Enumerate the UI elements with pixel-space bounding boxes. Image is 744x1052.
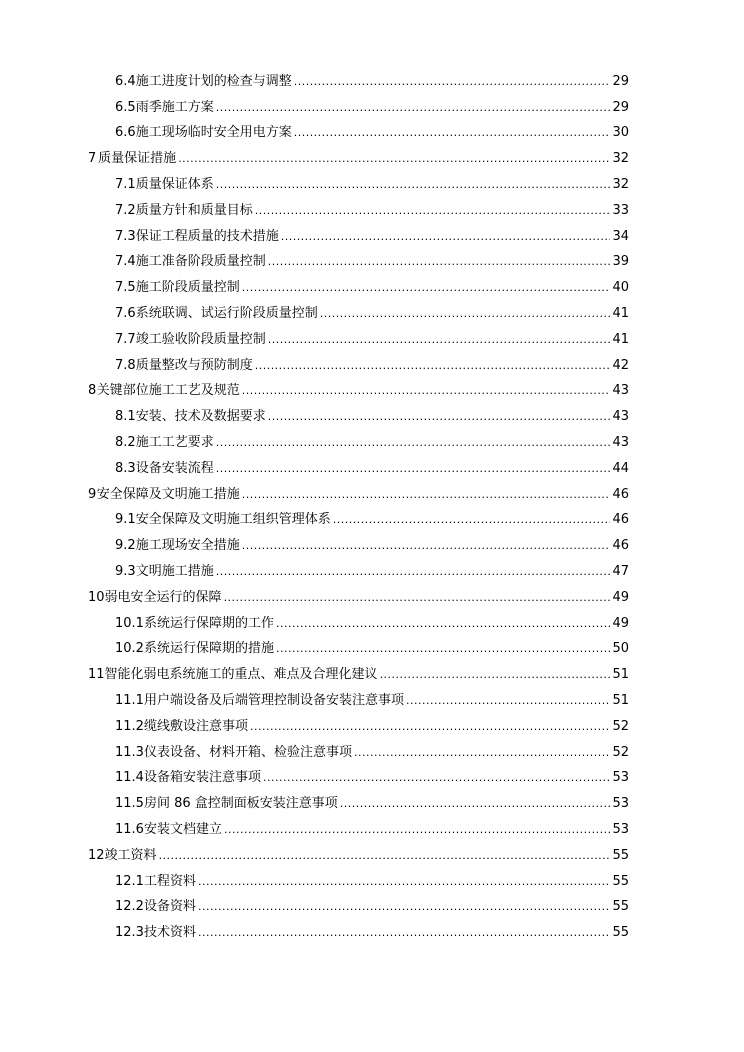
toc-entry-number: 7.4 (115, 254, 136, 270)
toc-entry-number: 11.2 (115, 718, 144, 734)
toc-entry-number: 12.3 (115, 925, 144, 941)
toc-entry[interactable] (0, 430, 744, 456)
toc-entry-title: 施工工艺要求 (135, 434, 214, 450)
toc-entry-page: 41 (612, 305, 629, 321)
toc-entry-title: 系统运行保障期的工作 (143, 615, 274, 631)
toc-entry-number: 6.5 (115, 99, 136, 115)
toc-entry-number: 7.8 (115, 357, 136, 373)
toc-entry-title: 文明施工措施 (135, 563, 214, 579)
toc-entry[interactable] (0, 508, 744, 534)
toc-entry-page: 43 (612, 409, 629, 425)
toc-chapter-title: 竣工资料 (104, 847, 157, 863)
toc-dot-leader (178, 152, 610, 166)
toc-entry-page: 53 (612, 770, 629, 786)
toc-entry[interactable] (0, 869, 744, 895)
toc-entry[interactable] (0, 224, 744, 250)
toc-entry-page: 55 (612, 925, 629, 941)
toc-entry-page: 29 (612, 99, 629, 115)
toc-dot-leader (242, 281, 610, 295)
toc-dot-leader (294, 75, 610, 89)
toc-entry-number: 7.1 (115, 176, 136, 192)
toc-dot-leader (320, 307, 610, 321)
toc-dot-leader (276, 617, 610, 631)
toc-chapter[interactable] (0, 146, 744, 172)
toc-entry-number: 6.6 (115, 125, 136, 141)
toc-dot-leader (216, 101, 610, 115)
toc-chapter-number: 9 (88, 486, 97, 502)
toc-entry-page: 51 (612, 692, 629, 708)
toc-chapter[interactable] (0, 379, 744, 405)
toc-entry[interactable] (0, 740, 744, 766)
toc-chapter-title: 关键部位施工工艺及规范 (96, 383, 240, 399)
toc-entry-title: 质量保证体系 (135, 176, 214, 192)
toc-entry-page: 44 (612, 460, 629, 476)
toc-entry-page: 33 (612, 202, 629, 218)
toc-entry-number: 11.3 (115, 744, 144, 760)
toc-entry-number: 12.2 (115, 899, 144, 915)
toc-dot-leader (198, 926, 610, 940)
toc-chapter-page: 51 (612, 667, 629, 683)
toc-dot-leader (216, 565, 610, 579)
toc-entry[interactable] (0, 250, 744, 276)
toc-entry-number: 7.3 (115, 228, 136, 244)
toc-entry[interactable] (0, 611, 744, 637)
toc-entry-title: 施工准备阶段质量控制 (135, 254, 266, 270)
toc-entry-page: 46 (612, 538, 629, 554)
toc-entry-title: 质量方针和质量目标 (135, 202, 253, 218)
toc-entry-title: 安装、技术及数据要求 (135, 409, 266, 425)
toc-dot-leader (268, 410, 610, 424)
toc-entry-title: 设备箱安装注意事项 (143, 770, 261, 786)
toc-entry-number: 7.6 (115, 305, 136, 321)
table-of-contents (0, 69, 744, 946)
toc-entry[interactable] (0, 895, 744, 921)
toc-entry-page: 53 (612, 796, 629, 812)
toc-entry[interactable] (0, 327, 744, 353)
toc-entry-page: 47 (612, 563, 629, 579)
toc-dot-leader (198, 875, 610, 889)
toc-entry-number: 7.7 (115, 331, 136, 347)
toc-chapter[interactable] (0, 662, 744, 688)
toc-entry-page: 52 (612, 718, 629, 734)
toc-entry-number: 8.1 (115, 409, 136, 425)
toc-entry[interactable] (0, 920, 744, 946)
toc-entry-number: 10.2 (115, 641, 144, 657)
toc-entry-number: 11.4 (115, 770, 144, 786)
toc-entry[interactable] (0, 301, 744, 327)
toc-dot-leader (263, 771, 610, 785)
toc-entry-title: 技术资料 (143, 925, 196, 941)
toc-entry[interactable] (0, 766, 744, 792)
toc-entry-title: 设备安装流程 (135, 460, 214, 476)
toc-dot-leader (224, 591, 610, 605)
toc-chapter-title: 弱电安全运行的保障 (104, 589, 222, 605)
toc-entry[interactable] (0, 533, 744, 559)
toc-dot-leader (333, 513, 610, 527)
toc-entry-number: 6.4 (115, 73, 136, 89)
toc-dot-leader (340, 797, 610, 811)
toc-entry-page: 49 (612, 615, 629, 631)
toc-dot-leader (159, 849, 610, 863)
toc-dot-leader (216, 436, 610, 450)
toc-chapter-page: 55 (612, 847, 629, 863)
toc-entry-title: 施工进度计划的检查与调整 (135, 73, 292, 89)
toc-entry-title: 系统运行保障期的措施 (143, 641, 274, 657)
toc-dot-leader (268, 333, 610, 347)
toc-entry-page: 46 (612, 512, 629, 528)
toc-chapter[interactable] (0, 843, 744, 869)
toc-entry-number: 11.1 (115, 692, 144, 708)
toc-entry-page: 40 (612, 280, 629, 296)
toc-entry[interactable] (0, 404, 744, 430)
toc-entry-title: 安全保障及文明施工组织管理体系 (135, 512, 331, 528)
toc-entry-page: 42 (612, 357, 629, 373)
toc-entry[interactable] (0, 791, 744, 817)
toc-dot-leader (216, 462, 610, 476)
toc-dot-leader (294, 126, 610, 140)
toc-entry-title: 系统联调、试运行阶段质量控制 (135, 305, 318, 321)
toc-entry-number: 8.3 (115, 460, 136, 476)
toc-entry-title: 安装文档建立 (143, 821, 222, 837)
toc-entry-title: 仪表设备、材料开箱、检验注意事项 (143, 744, 352, 760)
toc-chapter-number: 7 (88, 151, 97, 167)
toc-entry-title: 工程资料 (143, 873, 196, 889)
toc-chapter-page: 43 (612, 383, 629, 399)
toc-entry-number: 12.1 (115, 873, 144, 889)
toc-chapter-title: 安全保障及文明施工措施 (96, 486, 240, 502)
toc-chapter[interactable] (0, 585, 744, 611)
toc-entry[interactable] (0, 95, 744, 121)
toc-entry-title: 施工现场临时安全用电方案 (135, 125, 292, 141)
toc-entry-title: 竣工验收阶段质量控制 (135, 331, 266, 347)
toc-entry[interactable] (0, 456, 744, 482)
toc-dot-leader (224, 823, 610, 837)
toc-entry[interactable] (0, 275, 744, 301)
toc-entry-title: 质量整改与预防制度 (135, 357, 253, 373)
toc-entry-number: 9.2 (115, 538, 136, 554)
toc-chapter-page: 49 (612, 589, 629, 605)
toc-entry[interactable] (0, 353, 744, 379)
toc-entry-title: 雨季施工方案 (135, 99, 214, 115)
toc-entry-title: 设备资料 (143, 899, 196, 915)
toc-entry[interactable] (0, 121, 744, 147)
toc-entry-number: 10.1 (115, 615, 144, 631)
toc-entry-number: 7.2 (115, 202, 136, 218)
toc-dot-leader (242, 539, 610, 553)
toc-entry[interactable] (0, 714, 744, 740)
toc-entry-number: 9.3 (115, 563, 136, 579)
toc-entry-title: 用户端设备及后端管理控制设备安装注意事项 (143, 692, 404, 708)
toc-entry-page: 43 (612, 434, 629, 450)
toc-entry-title: 保证工程质量的技术措施 (135, 228, 279, 244)
toc-entry-page: 34 (612, 228, 629, 244)
toc-entry-title: 施工阶段质量控制 (135, 280, 240, 296)
toc-entry-title: 房间 86 盒控制面板安装注意事项 (143, 796, 338, 812)
toc-dot-leader (276, 642, 610, 656)
toc-entry[interactable] (0, 637, 744, 663)
toc-entry-page: 30 (612, 125, 629, 141)
toc-dot-leader (406, 694, 610, 708)
toc-chapter-title: 质量保证措施 (98, 151, 177, 167)
toc-dot-leader (255, 359, 610, 373)
toc-dot-leader (242, 384, 610, 398)
toc-chapter-page: 46 (612, 486, 629, 502)
toc-entry-page: 50 (612, 641, 629, 657)
toc-entry-page: 55 (612, 873, 629, 889)
toc-entry[interactable] (0, 69, 744, 95)
toc-entry-page: 29 (612, 73, 629, 89)
toc-entry-page: 39 (612, 254, 629, 270)
toc-entry[interactable] (0, 817, 744, 843)
toc-entry[interactable] (0, 198, 744, 224)
toc-dot-leader (198, 900, 610, 914)
toc-entry-page: 52 (612, 744, 629, 760)
toc-dot-leader (255, 204, 610, 218)
toc-entry-page: 41 (612, 331, 629, 347)
toc-entry[interactable] (0, 559, 744, 585)
toc-chapter-page: 32 (612, 151, 629, 167)
toc-chapter-number: 11 (88, 667, 105, 683)
toc-chapter-number: 12 (88, 847, 105, 863)
toc-entry-page: 55 (612, 899, 629, 915)
toc-entry-page: 32 (612, 176, 629, 192)
toc-entry-number: 11.6 (115, 821, 144, 837)
toc-dot-leader (380, 668, 610, 682)
toc-dot-leader (268, 255, 610, 269)
toc-entry[interactable] (0, 688, 744, 714)
toc-chapter-number: 10 (88, 589, 105, 605)
toc-dot-leader (354, 746, 610, 760)
toc-chapter[interactable] (0, 482, 744, 508)
toc-entry-title: 缆线敷设注意事项 (143, 718, 248, 734)
toc-entry-number: 8.2 (115, 434, 136, 450)
toc-chapter-number: 8 (88, 383, 97, 399)
toc-chapter-title: 智能化弱电系统施工的重点、难点及合理化建议 (104, 667, 378, 683)
toc-dot-leader (250, 720, 610, 734)
toc-dot-leader (242, 488, 610, 502)
toc-entry-number: 11.5 (115, 796, 144, 812)
toc-dot-leader (216, 178, 610, 192)
toc-entry-page: 53 (612, 821, 629, 837)
toc-entry-number: 9.1 (115, 512, 136, 528)
toc-entry-number: 7.5 (115, 280, 136, 296)
toc-entry[interactable] (0, 172, 744, 198)
toc-dot-leader (281, 230, 610, 244)
toc-entry-title: 施工现场安全措施 (135, 538, 240, 554)
